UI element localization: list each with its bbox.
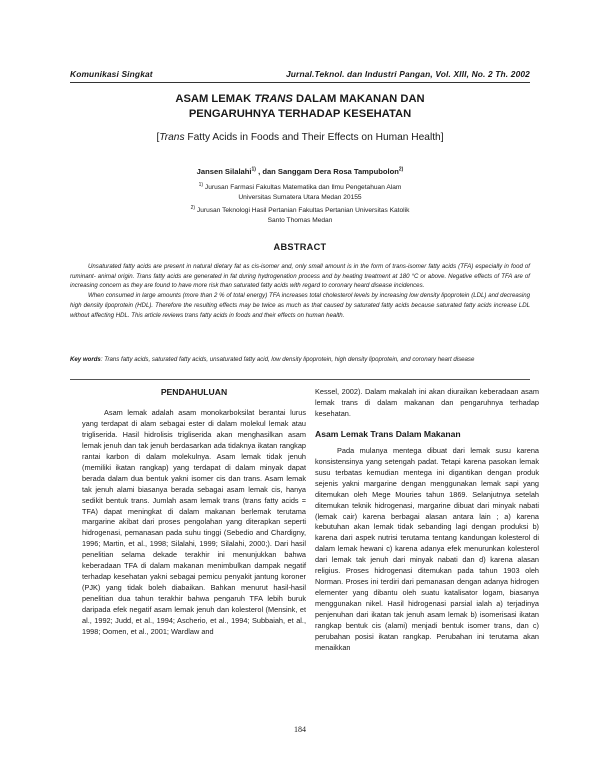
running-header bbox=[70, 69, 530, 79]
affiliation-1 bbox=[70, 183, 530, 203]
abstract-heading: ABSTRACT bbox=[273, 242, 327, 252]
abstract-rule bbox=[70, 379, 530, 380]
keywords-text: : Trans fatty acids, saturated fatty acids, unsaturated fatty acid, low density lipoprotein, high density lipoprotein, and coronary heart disease bbox=[100, 356, 475, 363]
affiliation-2-line-1: Jurusan Teknologi Hasil Pertanian Fakultas Pertanian Universitas Katolik bbox=[195, 207, 410, 214]
affiliation-1-line-2: Universitas Sumatera Utara Medan 20155 bbox=[238, 194, 362, 201]
header-rule bbox=[70, 82, 530, 83]
keywords-label: Key words bbox=[70, 356, 101, 363]
affiliation-2-line-2: Santo Thomas Medan bbox=[267, 217, 333, 224]
subtitle-bracket: [ bbox=[156, 132, 160, 143]
body-paragraph: Asam lemak adalah asam monokarboksilat berantai lurus yang terdapat di alam sebagai ester di dalam molekul lemak atau trigliserida. Hasil hidrolisis trigliserida akan menghasilkan asam lemak jenuh dan tak jenuh berdasarkan ada tidaknya ikatan rangkap rantai karbon di dalam molekulnya. Asam lemak tidak jenuh (memiliki ikatan rangkap) yang terdapat di dalam minyak dapat berada dalam dua bentuk yakni isomer cis dan trans. Asam lemak tak jenuh alami biasanya berada sebagai asam lemak cis, hanya sedikit bentuk trans. Jumlah asam lemak trans (trans fatty acids = TFA) dapat meningkat di dalam makanan berlemak terutama margarine akibat dari proses pengolahan yang diterapkan seperti hidrogenasi, pemanasan pada suhu tinggi (Sebedio and Chardigny, 1996; Martin, et al., 1998; Silalahi, 1999; Silalahi, 2000;). Dari hasil penelitian selama dekade terakhir ini menunjukkan bahwa keberadaan TFA di dalam makanan menimbulkan dampak negatif terhadap kesehatan yakni sebagai pemicu penyakit jantung koroner (PJK) yang tidak boleh diabaikan. Bahkan menurut hasil-hasil penelitian dua tahun terakhir bahwa pengaruh TFA lebih buruk daripada efek negatif asam lemak jenuh dan kolesterol (Mensink, et al., 1992; Judd, et al., 1994; Ascherio, et al., 1994; Subbaiah, et al., 1998; Oomen, et al., 2001; Wardlaw and bbox=[82, 407, 306, 637]
author-2: , dan Sanggam Dera Rosa Tampubolon bbox=[255, 167, 399, 176]
title-part: ASAM LEMAK bbox=[175, 93, 255, 105]
author-1-marker: 1) bbox=[251, 166, 256, 173]
article-title bbox=[70, 92, 530, 122]
affiliation-1-line-1: Jurusan Farmasi Fakultas Matematika dan Ilmu Pengetahuan Alam bbox=[203, 184, 402, 191]
author-1: Jansen Silalahi bbox=[196, 167, 252, 176]
header-section-label: Komunikasi Singkat bbox=[70, 69, 153, 79]
abstract-paragraph-2: When consumed in large amounts (more than 2 % of total energy) TFA increases total cholesterol levels by increasing low density lipoprotein (LDL) and decreasing high density lipoprotein (HDL). Therefore the resulting effects may be twice as much as that caused by saturated fatty acids because saturated fatty acids increase LDL without affecting HDL. This article reviews trans fatty acids in foods and their effects on human health. bbox=[70, 292, 530, 319]
abstract-body bbox=[70, 262, 530, 320]
title-line-2: PENGARUHNYA TERHADAP KESEHATAN bbox=[188, 108, 412, 120]
body-paragraph-continued: Kessel, 2002). Dalam makalah ini akan diuraikan keberadaan asam lemak trans di dalam makanan dan pengaruhnya terhadap kesehatan. bbox=[315, 387, 539, 418]
subtitle-rest: Fatty Acids in Foods and Their Effects on Human Health] bbox=[184, 132, 444, 143]
header-journal-citation: Jurnal.Teknol. dan Industri Pangan, Vol. XIII, No. 2 Th. 2002 bbox=[285, 69, 530, 79]
section-heading-pendahuluan: PENDAHULUAN bbox=[160, 387, 228, 397]
affiliation-1-marker: 1) bbox=[198, 181, 204, 188]
author-line bbox=[70, 167, 530, 176]
affiliation-2-marker: 2) bbox=[190, 204, 196, 211]
english-title bbox=[70, 132, 530, 143]
keywords bbox=[70, 355, 530, 365]
affiliation-2 bbox=[70, 206, 530, 226]
abstract-paragraph-1: Unsaturated fatty acids are present in natural dietary fat as cis-isomer and, only small amount is in the form of trans-isomer fatty acids (TFA) especially in food of ruminant- animal origin. Trans fatty acids are generated in fat during hydrogenation process and by heating treatment at 180 °C or above. Negative effects of TFA are of increasing concern as they are found to have more risk than saturated fatty acids with regard to coronary heard disease incidences. bbox=[70, 263, 530, 290]
author-2-marker: 2) bbox=[398, 166, 404, 173]
right-column bbox=[315, 387, 539, 654]
title-emphasis: TRANS bbox=[254, 93, 293, 105]
subtitle-emphasis: Trans bbox=[159, 132, 185, 143]
title-part: DALAM MAKANAN DAN bbox=[292, 93, 425, 105]
section-heading-trans-fat: Asam Lemak Trans Dalam Makanan bbox=[315, 428, 461, 439]
page-number: 184 bbox=[294, 725, 306, 734]
body-paragraph: Pada mulanya mentega dibuat dari lemak susu karena konsistensinya yang setengah padat. Tetapi karena pasokan lemak susu terbatas kemudian mentega ini digantikan dengan produk sejenis yakni margarine dengan menggunakan lemak sapi yang ditemukan oleh Mege Mouries tahun 1869. Selanjutnya setelah ditemukan teknik hidrogenasi, margarine dibuat dari minyak nabati (lemak cair) karena berbagai alasan antara lain ; a) karena kebutuhan akan lemak tidak sebanding lagi dengan produksi b) karena dari aspek nutrisi terutama tentang kandungan kolesterol di dalam lemak hewani c) karena adanya efek menurunkan kolesterol dari lemak tak jenuh dari minyak nabati dan d) karena alasan religius. Proses hidrogenasi ditemukan pada tahun 1903 oleh Norman. Proses ini terdiri dari pemanasan dengan adanya hidrogen elementer yang dibantu oleh suatu katalisator logam, biasanya menggunakan nikel. Hasil hidrogenasi parsial ialah a) terjadinya penjenuhan dari ikatan tak jenuh asam lemak b) isomerisasi ikatan rangkap bentuk cis (alami) menjadi bentuk isomer trans, dan c) perubahan posisi ikatan rangkap. Perubahan ini terutama akan menaikkan bbox=[315, 445, 539, 652]
left-column bbox=[82, 387, 306, 638]
